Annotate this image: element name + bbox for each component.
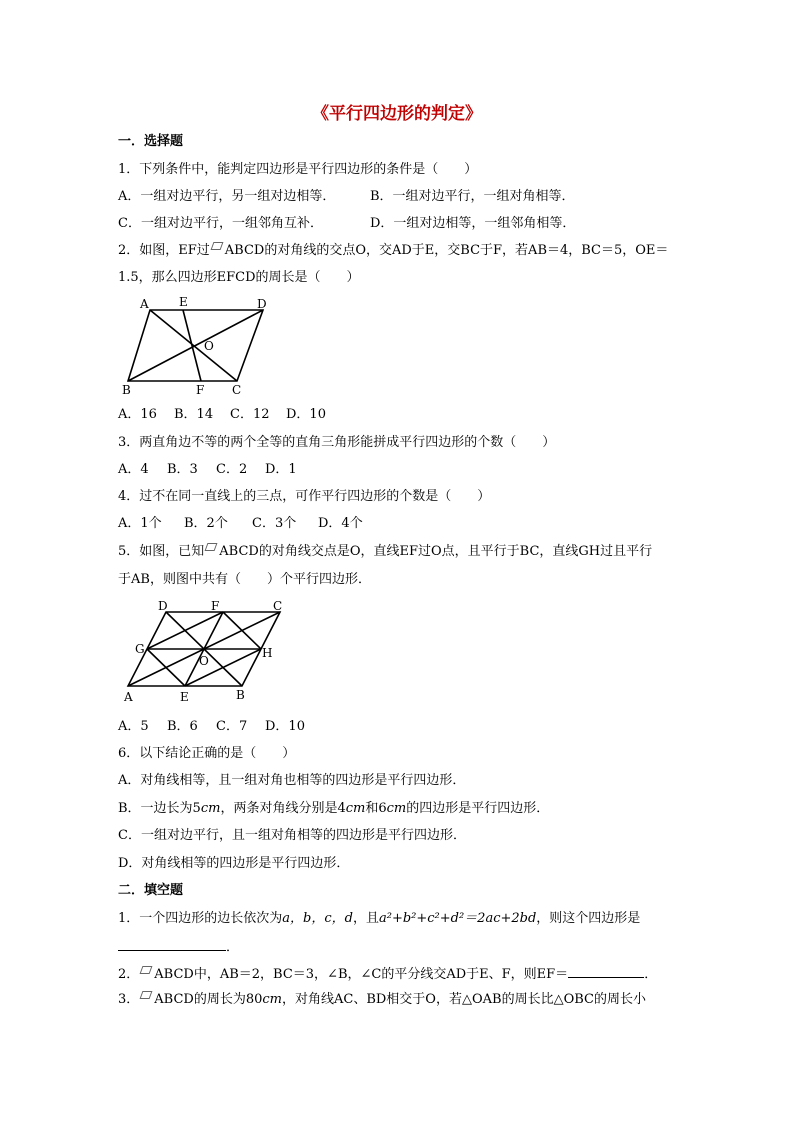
q2-label-d: D	[257, 297, 267, 311]
section-fill-heading: 二．填空题	[118, 883, 184, 898]
q3-stem: 3．两直角边不等的两个全等的直角三角形能拼成平行四边形的个数（ ）	[118, 435, 556, 450]
f1-stem-c: ，则这个四边形是	[536, 911, 641, 926]
q4-options	[118, 515, 363, 533]
q2-stem-line1	[118, 242, 668, 260]
f1-answer-blank[interactable]	[118, 937, 226, 951]
q5-label-o: O	[199, 654, 209, 668]
q3-option-b: B．3	[167, 462, 198, 477]
q5-option-b: B．6	[167, 719, 198, 734]
q5-label-e: E	[180, 690, 189, 704]
q6-b-unit-3: cm	[386, 801, 407, 816]
q1-option-a: A．一组对边平行，另一组对边相等．	[118, 189, 336, 204]
q2-label-f: F	[196, 383, 205, 397]
q4-option-b: B．2个	[184, 516, 228, 531]
f2-stem	[118, 964, 657, 984]
q4-option-a: A．1个	[118, 516, 162, 531]
q2-label-e: E	[179, 295, 188, 309]
f2-answer-blank[interactable]	[568, 964, 644, 978]
q5-label-g: G	[135, 642, 145, 656]
q2-stem-a: 2．如图，EF过	[118, 243, 210, 258]
q6-option-d: D．对角线相等的四边形是平行四边形．	[118, 856, 350, 871]
q6-b-text-a: B．一边长为5	[118, 801, 201, 816]
q3-option-d: D．1	[265, 462, 297, 477]
page-title: 《平行四边形的判定》	[312, 104, 482, 124]
q2-label-a: A	[140, 297, 149, 311]
f1-stem-a: 1．一个四边形的边长依次为	[118, 911, 283, 926]
q5-options	[118, 718, 305, 736]
f3-unit: cm	[262, 992, 282, 1007]
f1-answer-line	[118, 937, 239, 957]
q5-label-c: C	[273, 599, 283, 613]
q5-label-b: B	[236, 688, 245, 702]
q5-stem-b: ABCD的对角线交点是O，直线EF过O点，且平行于BC，直线GH过且平行	[219, 544, 653, 559]
q2-stem-b: ABCD的对角线的交点O，交AD于E，交BC于F，若AB＝4，BC＝5，OE＝	[224, 243, 669, 258]
q2-option-a: A．16	[118, 407, 157, 422]
f3-stem	[118, 991, 646, 1009]
q2-figure	[118, 294, 278, 398]
f2-end: ．	[644, 967, 658, 982]
parallelogram-icon	[140, 966, 153, 974]
q5-option-c: C．7	[216, 719, 248, 734]
q6-option-b	[118, 800, 549, 818]
q5-stem-a: 5．如图，已知	[118, 544, 205, 559]
q3-option-a: A．4	[118, 462, 149, 477]
q4-stem: 4．过不在同一直线上的三点，可作平行四边形的个数是（ ）	[118, 489, 491, 504]
q3-options	[118, 461, 297, 479]
q1-stem: 1．下列条件中，能判定四边形是平行四边形的条件是（ ）	[118, 162, 478, 177]
q5-label-a: A	[124, 690, 133, 704]
f2-stem-a: 2．	[118, 967, 140, 982]
q6-option-a: A．对角线相等，且一组对角也相等的四边形是平行四边形．	[118, 773, 466, 788]
q6-stem: 6．以下结论正确的是（ ）	[118, 746, 296, 761]
q5-stem-line2: 于AB，则图中共有（ ）个平行四边形．	[118, 572, 371, 587]
f3-stem-a: 3．	[118, 992, 140, 1007]
f1-stem-b: ，且	[352, 911, 379, 926]
section-choice-heading: 一．选择题	[118, 134, 184, 149]
q2-option-c: C．12	[230, 407, 270, 422]
q3-option-c: C．2	[216, 462, 248, 477]
parallelogram-icon	[210, 242, 223, 250]
q6-option-c: C．一组对边平行，且一组对角相等的四边形是平行四边形．	[118, 828, 466, 843]
f3-stem-c: ，对角线AC、BD相交于O，若△OAB的周长比△OBC的周长小	[282, 992, 646, 1007]
q1-options-cd	[118, 215, 576, 233]
q1-option-c: C．一组对边平行，一组邻角互补．	[118, 216, 323, 231]
q2-label-b: B	[122, 383, 131, 397]
q5-label-h: H	[262, 646, 273, 660]
f1-equation: a²+b²+c²+d²＝2ac+2bd	[378, 911, 537, 926]
q2-label-o: O	[204, 339, 214, 353]
q1-option-b: B．一组对边平行，一组对角相等．	[370, 189, 575, 204]
q1-option-d: D．一组对边相等，一组邻角相等．	[370, 216, 576, 231]
parallelogram-icon	[205, 543, 218, 551]
q2-options	[118, 406, 326, 424]
parallelogram-icon	[140, 991, 153, 999]
f1-end: ．	[226, 940, 240, 955]
q1-options-ab	[118, 188, 575, 206]
q6-b-unit-2: cm	[345, 801, 366, 816]
q2-option-b: B．14	[174, 407, 214, 422]
q5-label-d: D	[158, 599, 168, 613]
f2-stem-b: ABCD中，AB＝2，BC＝3，∠B，∠C的平分线交AD于E、F，则EF＝	[154, 967, 569, 982]
q2-option-d: D．10	[286, 407, 326, 422]
f3-stem-b: ABCD的周长为80	[154, 992, 263, 1007]
q2-stem-line2: 1.5，那么四边形EFCD的周长是（ ）	[118, 270, 360, 285]
q6-b-text-b: ，两条对角线分别是4	[220, 801, 346, 816]
q5-option-a: A．5	[118, 719, 149, 734]
f1-vars: a，b，c，d	[282, 911, 353, 926]
q5-label-f: F	[211, 599, 220, 613]
q2-label-c: C	[232, 383, 242, 397]
q6-b-text-d: 的四边形是平行四边形．	[406, 801, 550, 816]
q6-b-unit-1: cm	[200, 801, 221, 816]
q5-figure	[118, 598, 288, 708]
q4-option-d: D．4个	[318, 516, 363, 531]
f1-stem-line1	[118, 910, 640, 928]
q4-option-c: C．3个	[252, 516, 297, 531]
q6-b-text-c: 和6	[365, 801, 387, 816]
q5-stem-line1	[118, 543, 652, 561]
q5-option-d: D．10	[265, 719, 305, 734]
